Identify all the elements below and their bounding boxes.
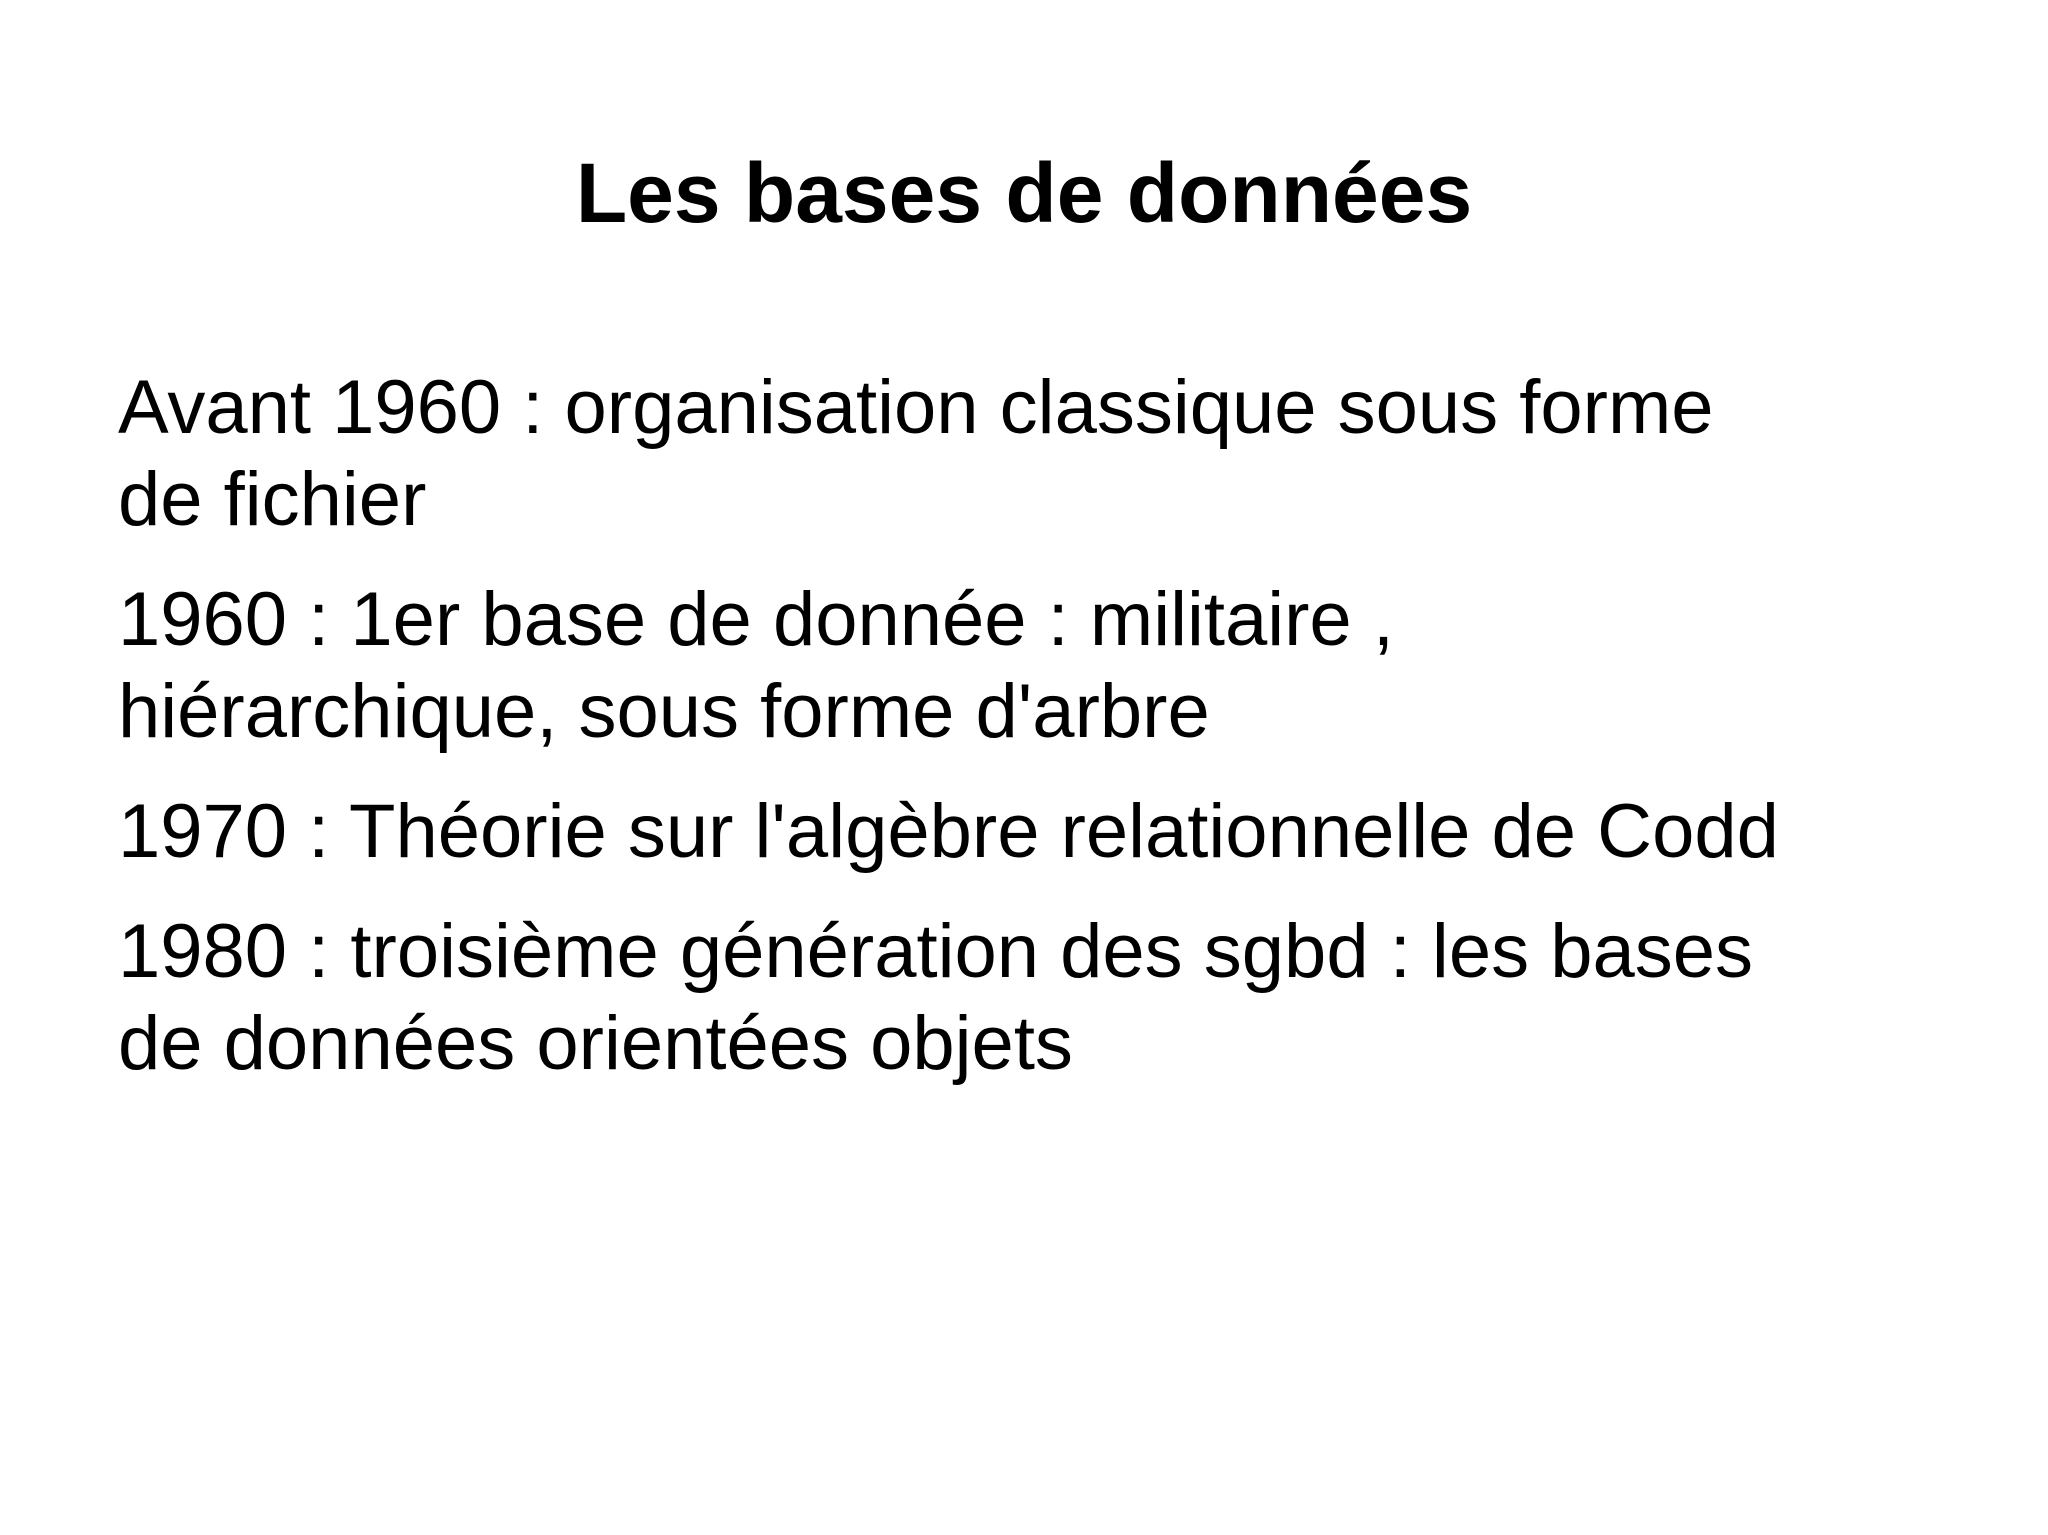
- list-item-line: 1980 : troisième génération des sgbd : les bases: [118, 909, 1754, 994]
- list-item-1980: [118, 906, 1958, 1090]
- list-item-line: Avant 1960 : organisation classique sous forme: [118, 365, 1714, 450]
- list-item-line: de données orientées objets: [118, 1001, 1073, 1086]
- list-item-1960: [118, 574, 1958, 758]
- list-item-line: 1960 : 1er base de donnée : militaire ,: [118, 577, 1394, 662]
- list-item-line: de fichier: [118, 457, 427, 542]
- list-item-avant-1960: [118, 362, 1958, 546]
- list-item-line: hiérarchique, sous forme d'arbre: [118, 669, 1210, 754]
- bullet-list: [118, 362, 1958, 1118]
- list-item-1970: [118, 786, 1958, 878]
- slide-title: Les bases de données: [575, 146, 1473, 240]
- list-item-line: 1970 : Théorie sur l'algèbre relationnelle de Codd: [118, 789, 1779, 874]
